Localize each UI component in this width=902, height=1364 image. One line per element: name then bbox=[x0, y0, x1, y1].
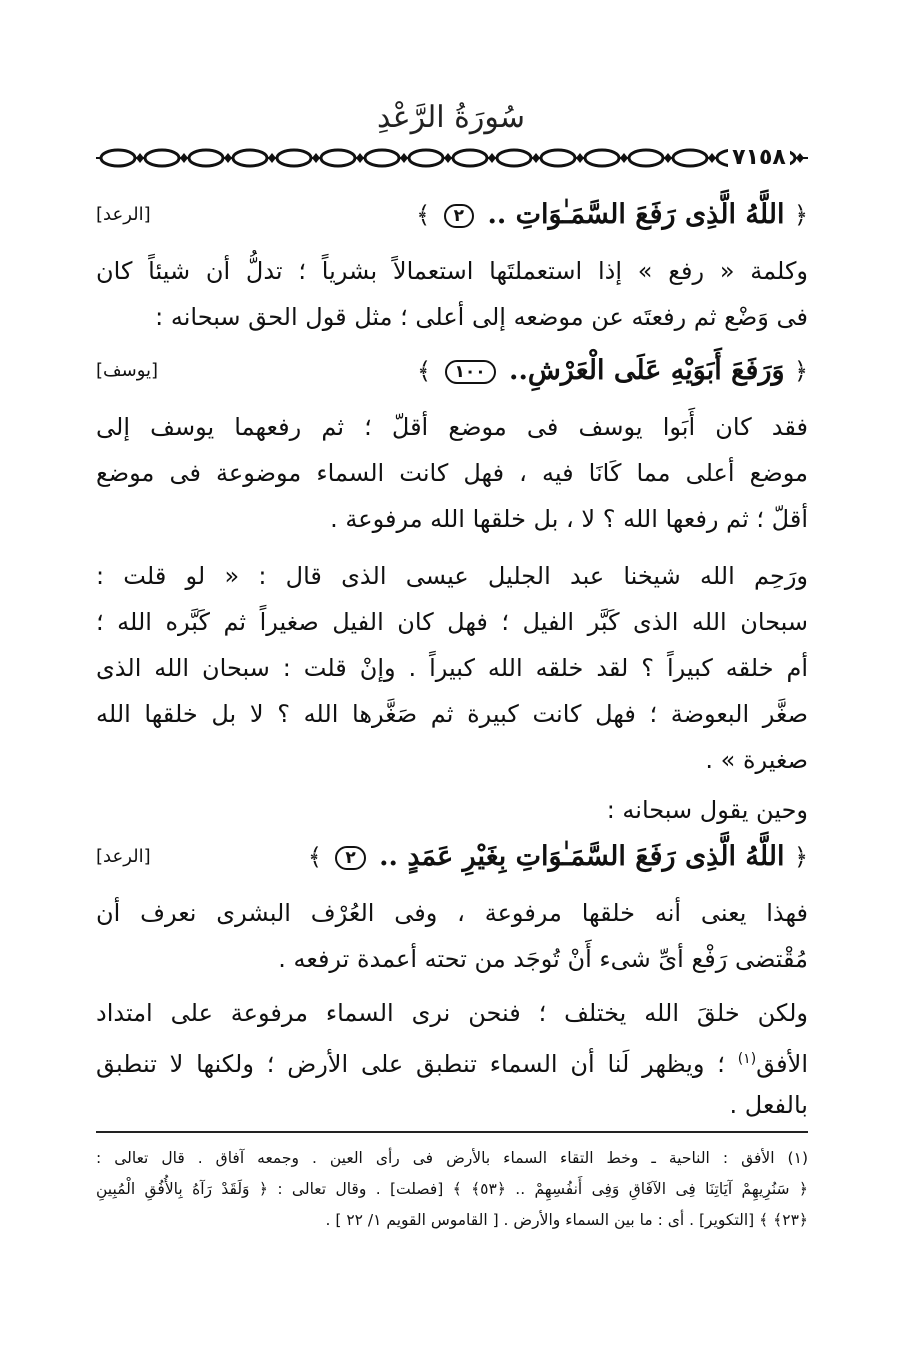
paragraph bbox=[96, 787, 808, 833]
paragraph bbox=[96, 404, 808, 542]
text-line: وكلمة « رفع » إذا استعملتَها استعمالاً بشرياً ؛ تدلُّ أن شيئاً كان bbox=[96, 257, 808, 285]
paragraph bbox=[96, 248, 808, 340]
text-line: مُقْتضى رَفْع أىِّ شىء أَنْ تُوجَد من تحته أعمدة ترفعه . bbox=[278, 945, 808, 973]
footnote-line: (١) الأفق : الناحية ـ وخط التقاء السماء بالأرض فى رأى العين . وجمعه آفاق . قال تعالى : bbox=[96, 1149, 808, 1167]
ayah-number-badge: ٢ bbox=[335, 846, 365, 870]
verse-words: وَرَفَعَ أَبَوَيْهِ عَلَى الْعَرْشِ.. bbox=[509, 355, 785, 386]
verse-close-bracket: ﴾ bbox=[307, 843, 322, 871]
text-line: بالفعل . bbox=[729, 1091, 808, 1119]
verse-words: اللَّهُ الَّذِى رَفَعَ السَّمَـٰوَاتِ بِغَيْرِ عَمَدٍ .. bbox=[379, 841, 785, 872]
text-line: أقلّ ؛ ثم رفعها الله ؟ لا ، بل خلقها الله مرفوعة . bbox=[330, 505, 808, 533]
verse-open-bracket: ﴿ bbox=[793, 201, 808, 229]
verse-words: اللَّهُ الَّذِى رَفَعَ السَّمَـٰوَاتِ .. bbox=[487, 199, 785, 230]
paragraph bbox=[96, 553, 808, 783]
ayah-number-badge: ٢ bbox=[444, 204, 474, 228]
quran-verse-quote bbox=[96, 190, 808, 240]
text-line: وحين يقول سبحانه : bbox=[606, 796, 808, 824]
text-line: أم خلقه كبيراً ؟ لقد خلقه الله كبيراً . وإنْ قلت : سبحان الله الذى bbox=[96, 654, 808, 682]
verse-text bbox=[417, 346, 808, 396]
quran-verse-quote bbox=[96, 832, 808, 882]
paragraph bbox=[96, 890, 808, 982]
ornament-chain-icon bbox=[96, 146, 808, 170]
text-line: صغَّر البعوضة ؛ فهل كانت كبيرة ثم صَغَّرها الله ؟ لا بل خلقها الله bbox=[96, 700, 808, 728]
quran-verse-quote bbox=[96, 346, 808, 396]
page-number: ٧١٥٨ bbox=[728, 144, 790, 172]
surah-reference: [يوسف] bbox=[96, 360, 159, 381]
ayah-number-badge: ١٠٠ bbox=[445, 360, 496, 384]
footnotes bbox=[96, 1143, 808, 1236]
text-line bbox=[96, 1036, 808, 1082]
text-line: فقد كان أَبَوا يوسف فى موضع أقلّ ؛ ثم رفعهما يوسف إلى bbox=[96, 413, 808, 441]
text-line: صغيرة » . bbox=[705, 746, 808, 774]
text-line: ولكن خلقَ الله يختلف ؛ فنحن نرى السماء مرفوعة على امتداد bbox=[96, 999, 808, 1027]
text-line: ورَحِم الله شيخنا عبد الجليل عيسى الذى قال : « لو قلت : bbox=[96, 562, 808, 590]
text-line-rest: ؛ ويظهر لَنا أن السماء تنطبق على الأرض ؛ ولكنها لا تنطبق bbox=[96, 1050, 725, 1078]
text-line: فى وَضْع ثم رفعتَه عن موضعه إلى أعلى ؛ مثل قول الحق سبحانه : bbox=[155, 303, 808, 331]
footnote-separator bbox=[96, 1131, 808, 1133]
text-line: موضع أعلى مما كَانَا فيه ، فهل كانت السماء موضوعة فى موضع bbox=[96, 459, 808, 487]
surah-reference: [الرعد] bbox=[96, 846, 151, 867]
footnote-word: الأفق bbox=[756, 1050, 808, 1078]
paragraph bbox=[96, 990, 808, 1128]
verse-text bbox=[308, 832, 808, 882]
ornamental-divider bbox=[96, 146, 808, 170]
verse-open-bracket: ﴿ bbox=[793, 357, 808, 385]
footnote-line: ﴿ سَنُرِيهِمْ آيَاتِنَا فِى الآفَاقِ وَفِى أَنفُسِهِمْ .. ﴿٥٣﴾ ﴾ [فصلت] . وقال تعالى : ﴿ وَلَقَدْ رَآهُ بِالأُفُقِ الْمُبِينِ bbox=[96, 1180, 808, 1198]
verse-close-bracket: ﴾ bbox=[416, 201, 431, 229]
verse-text bbox=[416, 190, 808, 240]
footnote-line: ﴿٢٣﴾ ﴾ [التكوير] . أى : ما بين السماء والأرض . [ القاموس القويم ١/ ٢٢ ] . bbox=[325, 1211, 808, 1229]
surah-title-header: سُورَةُ الرَّعْدِ bbox=[376, 100, 526, 135]
footnote-marker: (١) bbox=[737, 1051, 757, 1067]
text-line: فهذا يعنى أنه خلقها مرفوعة ، وفى العُرْف البشرى نعرف أن bbox=[96, 899, 808, 927]
verse-close-bracket: ﴾ bbox=[417, 357, 432, 385]
verse-open-bracket: ﴿ bbox=[793, 843, 808, 871]
surah-reference: [الرعد] bbox=[96, 204, 151, 225]
text-line: سبحان الله الذى كَبَّر الفيل ؛ فهل كان الفيل صغيراً ثم كَبَّره الله ؛ bbox=[96, 608, 808, 636]
